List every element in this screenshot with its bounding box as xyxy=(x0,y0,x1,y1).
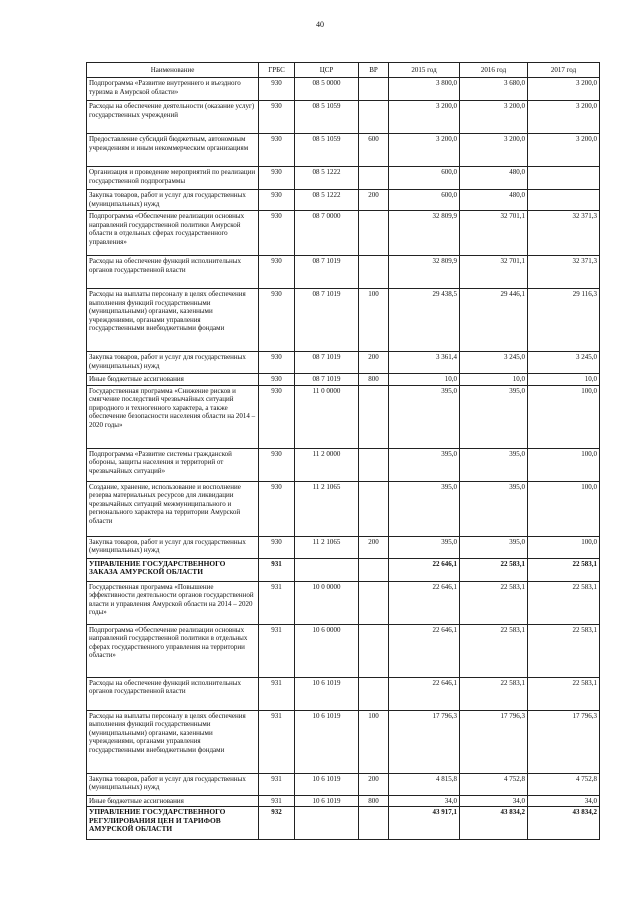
cell-2015: 34,0 xyxy=(389,795,460,807)
cell-2016: 4 752,8 xyxy=(460,773,528,795)
cell-name: УПРАВЛЕНИЕ ГОСУДАРСТВЕННОГО РЕГУЛИРОВАНИЯ ЦЕН И ТАРИФОВ АМУРСКОЙ ОБЛАСТИ xyxy=(87,807,259,840)
cell-vr: 200 xyxy=(359,536,389,558)
cell-name: УПРАВЛЕНИЕ ГОСУДАРСТВЕННОГО ЗАКАЗА АМУРСКОЙ ОБЛАСТИ xyxy=(87,558,259,581)
table-row xyxy=(87,256,600,289)
cell-csr: 10 6 1019 xyxy=(295,773,359,795)
cell-csr: 08 5 1059 xyxy=(295,134,359,167)
cell-2016: 480,0 xyxy=(460,190,528,211)
cell-2017: 100,0 xyxy=(528,536,600,558)
cell-name: Расходы на обеспечение деятельности (оказание услуг) государственных учреждений xyxy=(87,101,259,134)
header-2017: 2017 год xyxy=(528,63,600,78)
cell-2017: 3 200,0 xyxy=(528,101,600,134)
cell-2015: 3 800,0 xyxy=(389,78,460,101)
table-row xyxy=(87,710,600,773)
cell-2015: 32 809,9 xyxy=(389,211,460,256)
cell-2015: 32 809,9 xyxy=(389,256,460,289)
cell-name: Государственная программа «Снижение рисков и смягчение последствий чрезвычайных ситуаций природного и техногенного характера, а также обеспечение безопасности населения области на 2014 – 2020 годы» xyxy=(87,385,259,448)
cell-vr xyxy=(359,581,389,624)
table-row xyxy=(87,78,600,101)
table-row xyxy=(87,448,600,481)
cell-grbs: 930 xyxy=(259,211,295,256)
cell-csr: 10 6 1019 xyxy=(295,795,359,807)
cell-csr: 10 6 0000 xyxy=(295,624,359,677)
cell-2017: 22 583,1 xyxy=(528,624,600,677)
cell-vr xyxy=(359,256,389,289)
cell-2017: 32 371,3 xyxy=(528,211,600,256)
cell-2016: 3 680,0 xyxy=(460,78,528,101)
header-name: Наименование xyxy=(87,63,259,78)
cell-2016: 10,0 xyxy=(460,374,528,386)
cell-name: Подпрограмма «Развитие системы гражданской обороны, защиты населения и территорий от чрезвычайных ситуаций» xyxy=(87,448,259,481)
cell-2017: 29 116,3 xyxy=(528,289,600,352)
cell-2017: 22 583,1 xyxy=(528,677,600,710)
cell-2016: 17 796,3 xyxy=(460,710,528,773)
cell-name: Государственная программа «Повышение эффективности деятельности органов государственной власти и управления Амурской области на 2014 – 2020 годы» xyxy=(87,581,259,624)
cell-name: Закупка товаров, работ и услуг для государственных (муниципальных) нужд xyxy=(87,352,259,374)
table-row xyxy=(87,581,600,624)
cell-2017: 100,0 xyxy=(528,385,600,448)
table-row xyxy=(87,190,600,211)
cell-vr xyxy=(359,167,389,190)
table-row xyxy=(87,481,600,536)
cell-2017 xyxy=(528,167,600,190)
cell-csr: 08 5 1059 xyxy=(295,101,359,134)
cell-2015: 600,0 xyxy=(389,167,460,190)
cell-csr xyxy=(295,558,359,581)
cell-name: Подпрограмма «Развитие внутреннего и въездного туризма в Амурской области» xyxy=(87,78,259,101)
cell-name: Расходы на обеспечение функций исполнительных органов государственной власти xyxy=(87,256,259,289)
cell-name: Расходы на выплаты персоналу в целях обеспечения выполнения функций государственными (муниципальными) органами, казенными учреждениями, органами управления государственными внебюджетными фондами xyxy=(87,289,259,352)
cell-csr: 11 2 1065 xyxy=(295,481,359,536)
cell-2016: 22 583,1 xyxy=(460,558,528,581)
cell-name: Закупка товаров, работ и услуг для государственных (муниципальных) нужд xyxy=(87,536,259,558)
budget-table xyxy=(86,62,600,840)
table-row xyxy=(87,211,600,256)
cell-grbs: 930 xyxy=(259,481,295,536)
table-row xyxy=(87,101,600,134)
cell-vr: 800 xyxy=(359,795,389,807)
cell-csr: 08 7 1019 xyxy=(295,289,359,352)
cell-2015: 43 917,1 xyxy=(389,807,460,840)
cell-name: Предоставление субсидий бюджетным, автономным учреждениям и иным некоммерческим организациям xyxy=(87,134,259,167)
cell-grbs: 931 xyxy=(259,558,295,581)
header-grbs: ГРБС xyxy=(259,63,295,78)
cell-2017: 22 583,1 xyxy=(528,558,600,581)
cell-grbs: 930 xyxy=(259,167,295,190)
table-row xyxy=(87,807,600,840)
cell-grbs: 931 xyxy=(259,624,295,677)
cell-vr: 100 xyxy=(359,289,389,352)
cell-2017: 100,0 xyxy=(528,481,600,536)
cell-2016: 22 583,1 xyxy=(460,624,528,677)
cell-2016: 3 200,0 xyxy=(460,134,528,167)
cell-csr: 08 5 1222 xyxy=(295,167,359,190)
cell-vr xyxy=(359,101,389,134)
cell-csr: 11 0 0000 xyxy=(295,385,359,448)
cell-2016: 22 583,1 xyxy=(460,677,528,710)
cell-2017: 3 245,0 xyxy=(528,352,600,374)
cell-name: Закупка товаров, работ и услуг для государственных (муниципальных) нужд xyxy=(87,190,259,211)
cell-grbs: 931 xyxy=(259,677,295,710)
cell-vr xyxy=(359,481,389,536)
header-2016: 2016 год xyxy=(460,63,528,78)
table-row xyxy=(87,536,600,558)
cell-vr xyxy=(359,78,389,101)
table-row xyxy=(87,167,600,190)
cell-csr: 08 5 1222 xyxy=(295,190,359,211)
cell-2015: 3 200,0 xyxy=(389,101,460,134)
cell-grbs: 932 xyxy=(259,807,295,840)
cell-vr xyxy=(359,385,389,448)
cell-vr: 200 xyxy=(359,773,389,795)
cell-2015: 395,0 xyxy=(389,536,460,558)
cell-name: Расходы на выплаты персоналу в целях обеспечения выполнения функций государственными (муниципальными) органами, казенными учреждениями, органами управления государственными внебюджетными фондами xyxy=(87,710,259,773)
cell-grbs: 930 xyxy=(259,256,295,289)
cell-grbs: 930 xyxy=(259,352,295,374)
cell-grbs: 930 xyxy=(259,134,295,167)
table-row xyxy=(87,374,600,386)
cell-2016: 22 583,1 xyxy=(460,581,528,624)
cell-csr: 10 0 0000 xyxy=(295,581,359,624)
cell-grbs: 931 xyxy=(259,710,295,773)
cell-grbs: 931 xyxy=(259,581,295,624)
cell-2016: 395,0 xyxy=(460,481,528,536)
table-row xyxy=(87,795,600,807)
cell-vr: 600 xyxy=(359,134,389,167)
cell-name: Закупка товаров, работ и услуг для государственных (муниципальных) нужд xyxy=(87,773,259,795)
cell-2015: 395,0 xyxy=(389,448,460,481)
cell-vr xyxy=(359,807,389,840)
cell-2016: 29 446,1 xyxy=(460,289,528,352)
cell-2015: 395,0 xyxy=(389,385,460,448)
table-row xyxy=(87,773,600,795)
cell-2015: 22 646,1 xyxy=(389,677,460,710)
cell-grbs: 930 xyxy=(259,385,295,448)
cell-csr xyxy=(295,807,359,840)
cell-2016: 395,0 xyxy=(460,385,528,448)
cell-grbs: 930 xyxy=(259,78,295,101)
cell-vr xyxy=(359,677,389,710)
cell-2017: 22 583,1 xyxy=(528,581,600,624)
cell-2015: 395,0 xyxy=(389,481,460,536)
cell-csr: 10 6 1019 xyxy=(295,710,359,773)
cell-grbs: 931 xyxy=(259,795,295,807)
cell-2017: 4 752,8 xyxy=(528,773,600,795)
cell-name: Подпрограмма «Обеспечение реализации основных направлений государственной политики Амурской области в отдельных сферах государственного управления» xyxy=(87,211,259,256)
cell-vr: 800 xyxy=(359,374,389,386)
cell-grbs: 930 xyxy=(259,190,295,211)
cell-2017: 3 200,0 xyxy=(528,134,600,167)
cell-2016: 395,0 xyxy=(460,448,528,481)
header-csr: ЦСР xyxy=(295,63,359,78)
table-header-row xyxy=(87,63,600,78)
cell-2017 xyxy=(528,190,600,211)
cell-vr xyxy=(359,558,389,581)
cell-2016: 3 200,0 xyxy=(460,101,528,134)
cell-2017: 10,0 xyxy=(528,374,600,386)
table-row xyxy=(87,352,600,374)
cell-2015: 4 815,8 xyxy=(389,773,460,795)
cell-2017: 43 834,2 xyxy=(528,807,600,840)
cell-grbs: 930 xyxy=(259,289,295,352)
cell-2016: 395,0 xyxy=(460,536,528,558)
cell-2016: 480,0 xyxy=(460,167,528,190)
header-vr: ВР xyxy=(359,63,389,78)
table-body xyxy=(87,78,600,840)
table-row xyxy=(87,624,600,677)
cell-2017: 100,0 xyxy=(528,448,600,481)
cell-2015: 17 796,3 xyxy=(389,710,460,773)
cell-2015: 3 361,4 xyxy=(389,352,460,374)
table-row xyxy=(87,134,600,167)
cell-2017: 3 200,0 xyxy=(528,78,600,101)
cell-2015: 22 646,1 xyxy=(389,558,460,581)
cell-vr: 200 xyxy=(359,190,389,211)
cell-csr: 08 5 0000 xyxy=(295,78,359,101)
cell-name: Иные бюджетные ассигнования xyxy=(87,374,259,386)
cell-csr: 08 7 1019 xyxy=(295,256,359,289)
cell-csr: 08 7 1019 xyxy=(295,352,359,374)
cell-csr: 11 2 0000 xyxy=(295,448,359,481)
cell-2016: 32 701,1 xyxy=(460,211,528,256)
cell-name: Подпрограмма «Обеспечение реализации основных направлений государственной политики в отдельных сферах государственного управления на территории области» xyxy=(87,624,259,677)
cell-vr xyxy=(359,448,389,481)
table-row xyxy=(87,558,600,581)
cell-grbs: 930 xyxy=(259,101,295,134)
table-row xyxy=(87,289,600,352)
cell-2015: 3 200,0 xyxy=(389,134,460,167)
cell-2017: 34,0 xyxy=(528,795,600,807)
cell-vr xyxy=(359,211,389,256)
cell-2016: 34,0 xyxy=(460,795,528,807)
cell-csr: 10 6 1019 xyxy=(295,677,359,710)
header-2015: 2015 год xyxy=(389,63,460,78)
cell-2017: 17 796,3 xyxy=(528,710,600,773)
cell-2015: 22 646,1 xyxy=(389,581,460,624)
cell-grbs: 931 xyxy=(259,773,295,795)
cell-name: Расходы на обеспечение функций исполнительных органов государственной власти xyxy=(87,677,259,710)
table-row xyxy=(87,385,600,448)
cell-2016: 32 701,1 xyxy=(460,256,528,289)
cell-2015: 29 438,5 xyxy=(389,289,460,352)
cell-2017: 32 371,3 xyxy=(528,256,600,289)
cell-vr xyxy=(359,624,389,677)
cell-grbs: 930 xyxy=(259,448,295,481)
cell-2015: 22 646,1 xyxy=(389,624,460,677)
cell-csr: 08 7 0000 xyxy=(295,211,359,256)
page-number: 40 xyxy=(316,20,324,29)
cell-2015: 600,0 xyxy=(389,190,460,211)
cell-grbs: 930 xyxy=(259,374,295,386)
cell-2016: 43 834,2 xyxy=(460,807,528,840)
cell-vr: 100 xyxy=(359,710,389,773)
cell-name: Иные бюджетные ассигнования xyxy=(87,795,259,807)
cell-grbs: 930 xyxy=(259,536,295,558)
cell-name: Создание, хранение, использование и восполнение резерва материальных ресурсов для ликвидации чрезвычайных ситуаций межмуниципального и регионального характера на территории Амурской области xyxy=(87,481,259,536)
cell-csr: 11 2 1065 xyxy=(295,536,359,558)
cell-2015: 10,0 xyxy=(389,374,460,386)
cell-csr: 08 7 1019 xyxy=(295,374,359,386)
table-row xyxy=(87,677,600,710)
cell-vr: 200 xyxy=(359,352,389,374)
cell-name: Организация и проведение мероприятий по реализации государственной подпрограммы xyxy=(87,167,259,190)
cell-2016: 3 245,0 xyxy=(460,352,528,374)
